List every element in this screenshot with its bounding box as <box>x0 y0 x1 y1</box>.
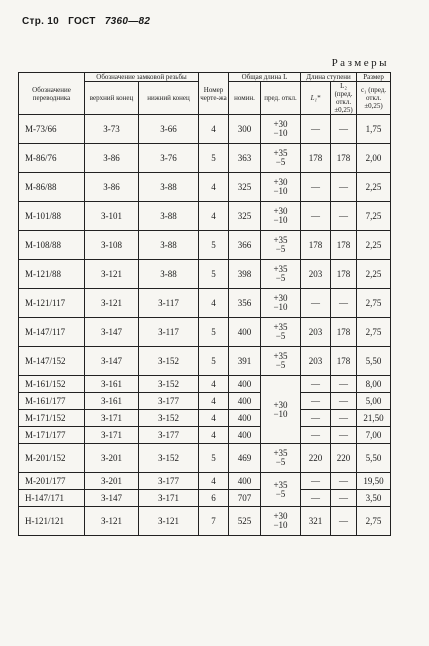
step-l2-cell: — <box>331 490 357 507</box>
size-c1-cell: 2,25 <box>357 231 391 260</box>
step-l1-cell: — <box>301 393 331 410</box>
tolerance-upper: +35 <box>273 351 288 361</box>
size-c1-cell: 1,75 <box>357 115 391 144</box>
step-l1-cell: 203 <box>301 347 331 376</box>
tolerance-value <box>273 512 287 530</box>
size-c1-cell: 2,75 <box>357 318 391 347</box>
lower-thread-cell: З-152 <box>139 376 199 393</box>
tolerance-cell <box>261 376 301 444</box>
upper-thread-cell: З-108 <box>85 231 139 260</box>
tolerance-lower: −10 <box>273 302 288 312</box>
step-l2-cell: 178 <box>331 318 357 347</box>
lower-thread-cell: З-171 <box>139 490 199 507</box>
drawing-number-cell: 5 <box>199 260 229 289</box>
page-header <box>22 16 156 27</box>
table-row <box>19 144 391 173</box>
drawing-number-cell: 4 <box>199 473 229 490</box>
designation-cell: М-121/88 <box>19 260 85 289</box>
table-row <box>19 410 391 427</box>
step-l2-cell: — <box>331 115 357 144</box>
upper-thread-cell: З-121 <box>85 507 139 536</box>
standard-label: ГОСТ <box>68 16 96 27</box>
designation-cell: М-121/117 <box>19 289 85 318</box>
tolerance-value <box>273 236 287 254</box>
tolerance-cell <box>261 473 301 507</box>
tolerance-cell <box>261 289 301 318</box>
size-c1-cell: 5,50 <box>357 347 391 376</box>
table-row <box>19 444 391 473</box>
size-c1-cell: 2,25 <box>357 173 391 202</box>
step-l2-cell: — <box>331 427 357 444</box>
tolerance-upper: +30 <box>273 511 288 521</box>
step-l1-cell: 220 <box>301 444 331 473</box>
table-row <box>19 173 391 202</box>
lower-thread-cell: З-177 <box>139 473 199 490</box>
header-designation: Обозначение переводника <box>19 73 85 115</box>
size-c1-cell: 7,25 <box>357 202 391 231</box>
designation-cell: М-108/88 <box>19 231 85 260</box>
upper-thread-cell: З-86 <box>85 144 139 173</box>
length-cell: 366 <box>229 231 261 260</box>
lower-thread-cell: З-117 <box>139 318 199 347</box>
lower-thread-cell: З-152 <box>139 444 199 473</box>
size-c1-cell: 8,00 <box>357 376 391 393</box>
header-thread: Обозначение замковой резьбы <box>85 73 199 82</box>
dimensions-table <box>18 72 391 536</box>
step-l2-cell: 220 <box>331 444 357 473</box>
step-l1-cell: — <box>301 115 331 144</box>
step-l1-cell: 203 <box>301 260 331 289</box>
step-l2-cell: — <box>331 376 357 393</box>
tolerance-cell <box>261 444 301 473</box>
tolerance-value <box>273 294 287 312</box>
length-cell: 400 <box>229 393 261 410</box>
tolerance-cell <box>261 202 301 231</box>
designation-cell: М-101/88 <box>19 202 85 231</box>
tolerance-lower: −10 <box>273 408 288 419</box>
step-l2-cell: 178 <box>331 260 357 289</box>
table-row <box>19 202 391 231</box>
tolerance-cell <box>261 173 301 202</box>
size-c1-cell: 5,00 <box>357 393 391 410</box>
size-c1-cell: 19,50 <box>357 473 391 490</box>
upper-thread-cell: З-147 <box>85 347 139 376</box>
table-row <box>19 473 391 490</box>
length-cell: 391 <box>229 347 261 376</box>
header-size: Размер <box>357 73 391 82</box>
table-row <box>19 347 391 376</box>
tolerance-upper: +30 <box>273 399 288 410</box>
upper-thread-cell: З-161 <box>85 393 139 410</box>
designation-cell: М-171/177 <box>19 427 85 444</box>
size-c1-cell: 7,00 <box>357 427 391 444</box>
header-nominal: номин. <box>229 82 261 115</box>
step-l2-cell: — <box>331 202 357 231</box>
tolerance-cell <box>261 144 301 173</box>
drawing-number-cell: 5 <box>199 347 229 376</box>
tolerance-upper: +35 <box>273 148 288 158</box>
drawing-number-cell: 4 <box>199 393 229 410</box>
header-upper: верхний конец <box>85 82 139 115</box>
upper-thread-cell: З-73 <box>85 115 139 144</box>
drawing-number-cell: 4 <box>199 376 229 393</box>
upper-thread-cell: З-161 <box>85 376 139 393</box>
length-cell: 398 <box>229 260 261 289</box>
tolerance-lower: −10 <box>273 186 288 196</box>
drawing-number-cell: 5 <box>199 318 229 347</box>
lower-thread-cell: З-117 <box>139 289 199 318</box>
tolerance-lower: −10 <box>273 128 288 138</box>
length-cell: 400 <box>229 473 261 490</box>
drawing-number-cell: 4 <box>199 410 229 427</box>
header-l2: L₂ (пред. откл. ±0,25) <box>331 82 357 115</box>
tolerance-lower: −5 <box>275 273 286 283</box>
size-c1-cell: 21,50 <box>357 410 391 427</box>
tolerance-lower: −10 <box>273 215 288 225</box>
table-row <box>19 289 391 318</box>
page-number: Стр. 10 <box>22 16 60 27</box>
designation-cell: Н-147/171 <box>19 490 85 507</box>
drawing-number-cell: 4 <box>199 115 229 144</box>
table-body <box>19 115 391 536</box>
upper-thread-cell: З-171 <box>85 427 139 444</box>
tolerance-value <box>273 352 287 370</box>
lower-thread-cell: З-88 <box>139 202 199 231</box>
length-cell: 300 <box>229 115 261 144</box>
tolerance-cell <box>261 115 301 144</box>
designation-cell: М-161/177 <box>19 393 85 410</box>
tolerance-value <box>273 449 287 467</box>
upper-thread-cell: З-86 <box>85 173 139 202</box>
tolerance-upper: +35 <box>273 479 288 490</box>
table-row <box>19 427 391 444</box>
tolerance-lower: −5 <box>275 488 286 499</box>
step-l1-cell: 203 <box>301 318 331 347</box>
tolerance-cell <box>261 347 301 376</box>
tolerance-lower: −5 <box>275 360 286 370</box>
designation-cell: Н-121/121 <box>19 507 85 536</box>
size-c1-cell: 2,25 <box>357 260 391 289</box>
standard-code: 7360—82 <box>104 16 151 27</box>
lower-thread-cell: З-152 <box>139 347 199 376</box>
size-c1-cell: 5,50 <box>357 444 391 473</box>
step-l1-cell: 321 <box>301 507 331 536</box>
tolerance-upper: +35 <box>273 322 288 332</box>
drawing-number-cell: 4 <box>199 289 229 318</box>
lower-thread-cell: З-88 <box>139 260 199 289</box>
tolerance-lower: −10 <box>273 520 288 530</box>
lower-thread-cell: З-177 <box>139 427 199 444</box>
tolerance-value <box>273 323 287 341</box>
designation-cell: М-161/152 <box>19 376 85 393</box>
drawing-number-cell: 4 <box>199 427 229 444</box>
drawing-number-cell: 5 <box>199 444 229 473</box>
step-l1-cell: — <box>301 473 331 490</box>
lower-thread-cell: З-177 <box>139 393 199 410</box>
length-cell: 325 <box>229 173 261 202</box>
table-row <box>19 231 391 260</box>
size-c1-cell: 3,50 <box>357 490 391 507</box>
tolerance-value <box>273 401 287 419</box>
designation-cell: М-201/152 <box>19 444 85 473</box>
tolerance-lower: −5 <box>275 331 286 341</box>
step-l1-cell: — <box>301 427 331 444</box>
drawing-number-cell: 6 <box>199 490 229 507</box>
upper-thread-cell: З-121 <box>85 289 139 318</box>
step-l2-cell: — <box>331 289 357 318</box>
drawing-number-cell: 4 <box>199 202 229 231</box>
step-l1-cell: — <box>301 173 331 202</box>
header-c1: c₁ (пред. откл. ±0,25) <box>357 82 391 115</box>
step-l2-cell: 178 <box>331 231 357 260</box>
designation-cell: М-171/152 <box>19 410 85 427</box>
upper-thread-cell: З-121 <box>85 260 139 289</box>
table-row <box>19 507 391 536</box>
length-cell: 356 <box>229 289 261 318</box>
designation-cell: М-86/88 <box>19 173 85 202</box>
header-total-length: Общая длина L <box>229 73 301 82</box>
step-l2-cell: — <box>331 173 357 202</box>
step-l2-cell: — <box>331 507 357 536</box>
designation-cell: М-201/177 <box>19 473 85 490</box>
tolerance-value <box>273 481 287 499</box>
length-cell: 400 <box>229 410 261 427</box>
tolerance-value <box>273 149 287 167</box>
length-cell: 400 <box>229 427 261 444</box>
header-dev: пред. откл. <box>261 82 301 115</box>
lower-thread-cell: З-152 <box>139 410 199 427</box>
step-l1-cell: — <box>301 376 331 393</box>
step-l1-cell: 178 <box>301 231 331 260</box>
length-cell: 525 <box>229 507 261 536</box>
tolerance-cell <box>261 260 301 289</box>
size-c1-cell: 2,00 <box>357 144 391 173</box>
designation-cell: М-86/76 <box>19 144 85 173</box>
header-drawing: Номер черте-жа <box>199 73 229 115</box>
tolerance-value <box>273 178 287 196</box>
step-l1-cell: 178 <box>301 144 331 173</box>
upper-thread-cell: З-201 <box>85 473 139 490</box>
tolerance-value <box>273 207 287 225</box>
lower-thread-cell: З-88 <box>139 173 199 202</box>
step-l1-cell: — <box>301 289 331 318</box>
tolerance-lower: −5 <box>275 157 286 167</box>
header-lower: нижний конец <box>139 82 199 115</box>
lower-thread-cell: З-76 <box>139 144 199 173</box>
step-l1-cell: — <box>301 490 331 507</box>
size-c1-cell: 2,75 <box>357 507 391 536</box>
tolerance-upper: +35 <box>273 448 288 458</box>
tolerance-cell <box>261 507 301 536</box>
section-label: Размеры <box>331 57 389 69</box>
lower-thread-cell: З-88 <box>139 231 199 260</box>
designation-cell: М-147/152 <box>19 347 85 376</box>
upper-thread-cell: З-171 <box>85 410 139 427</box>
tolerance-value <box>273 120 287 138</box>
lower-thread-cell: З-121 <box>139 507 199 536</box>
tolerance-upper: +30 <box>273 293 288 303</box>
tolerance-lower: −5 <box>275 244 286 254</box>
tolerance-cell <box>261 231 301 260</box>
tolerance-value <box>273 265 287 283</box>
tolerance-upper: +35 <box>273 235 288 245</box>
table-row <box>19 115 391 144</box>
step-l2-cell: 178 <box>331 347 357 376</box>
drawing-number-cell: 4 <box>199 173 229 202</box>
step-l2-cell: — <box>331 410 357 427</box>
upper-thread-cell: З-101 <box>85 202 139 231</box>
table-row <box>19 490 391 507</box>
table-row <box>19 393 391 410</box>
upper-thread-cell: З-147 <box>85 318 139 347</box>
tolerance-upper: +30 <box>273 119 288 129</box>
step-l1-cell: — <box>301 410 331 427</box>
length-cell: 363 <box>229 144 261 173</box>
step-l2-cell: — <box>331 393 357 410</box>
length-cell: 400 <box>229 318 261 347</box>
table-row <box>19 318 391 347</box>
step-l1-cell: — <box>301 202 331 231</box>
tolerance-upper: +30 <box>273 206 288 216</box>
header-l1: L₁* <box>301 82 331 115</box>
tolerance-upper: +30 <box>273 177 288 187</box>
table-row <box>19 260 391 289</box>
header-step-length: Длина ступени <box>301 73 357 82</box>
tolerance-upper: +35 <box>273 264 288 274</box>
length-cell: 400 <box>229 376 261 393</box>
drawing-number-cell: 5 <box>199 144 229 173</box>
upper-thread-cell: З-147 <box>85 490 139 507</box>
step-l2-cell: 178 <box>331 144 357 173</box>
lower-thread-cell: З-66 <box>139 115 199 144</box>
upper-thread-cell: З-201 <box>85 444 139 473</box>
designation-cell: М-147/117 <box>19 318 85 347</box>
designation-cell: М-73/66 <box>19 115 85 144</box>
step-l2-cell: — <box>331 473 357 490</box>
length-cell: 707 <box>229 490 261 507</box>
table-row <box>19 376 391 393</box>
tolerance-cell <box>261 318 301 347</box>
drawing-number-cell: 5 <box>199 231 229 260</box>
tolerance-lower: −5 <box>275 457 286 467</box>
length-cell: 469 <box>229 444 261 473</box>
size-c1-cell: 2,75 <box>357 289 391 318</box>
length-cell: 325 <box>229 202 261 231</box>
drawing-number-cell: 7 <box>199 507 229 536</box>
